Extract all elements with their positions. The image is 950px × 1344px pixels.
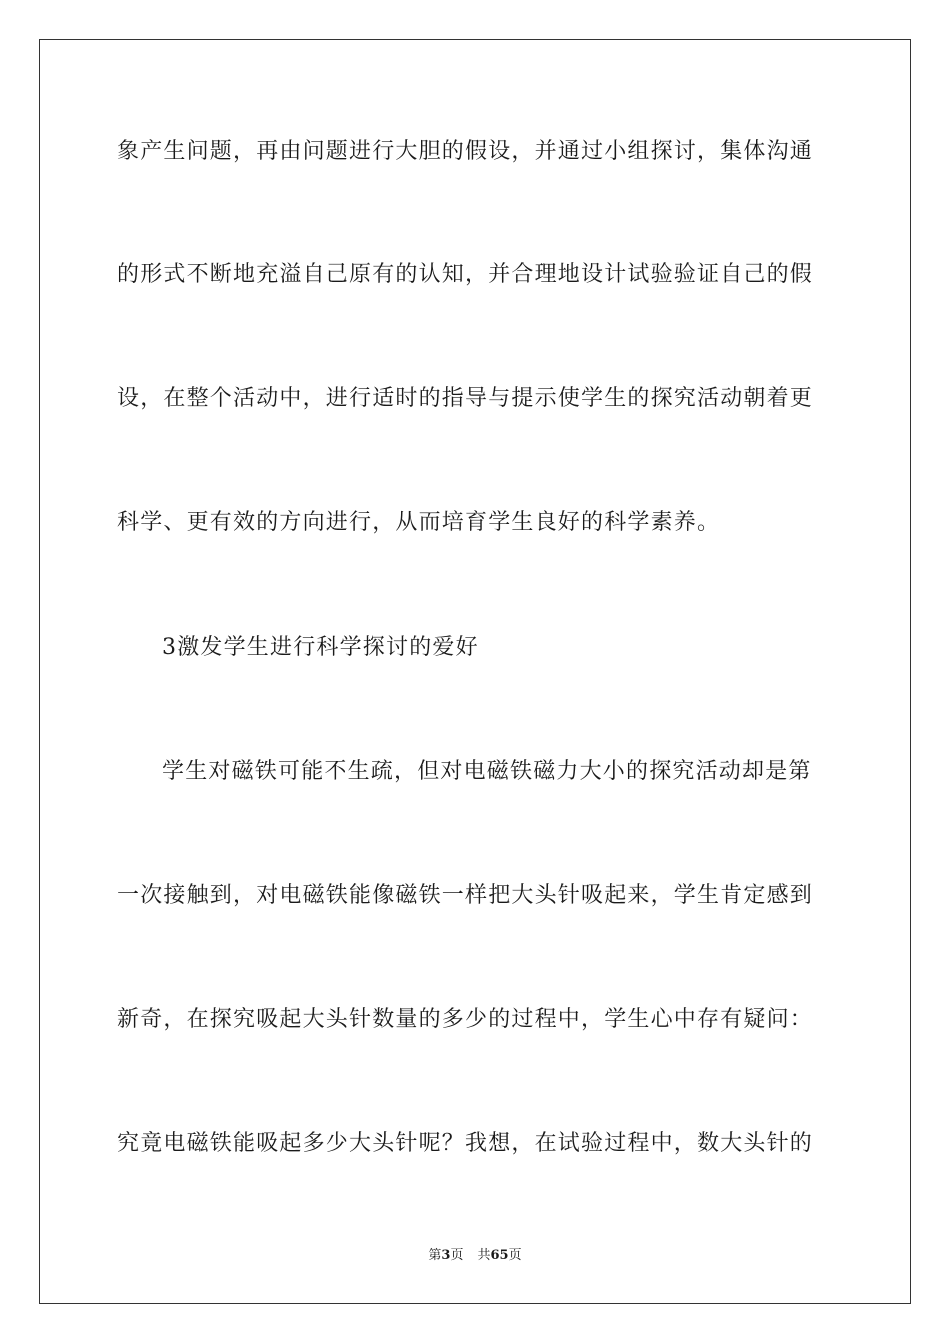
- page-border: [39, 39, 911, 1304]
- paragraph-2-line-4: 究竟电磁铁能吸起多少大头针呢？我想，在试验过程中，数大头针的: [117, 1131, 814, 1156]
- footer-page-prefix: 第: [428, 1248, 442, 1263]
- paragraph-1-line-2: 的形式不断地充溢自己原有的认知，并合理地设计试验验证自己的假: [117, 262, 814, 287]
- paragraph-2-line-3: 新奇，在探究吸起大头针数量的多少的过程中，学生心中存有疑问：: [117, 1007, 814, 1032]
- footer-total-pages: 65: [490, 1248, 509, 1263]
- footer-total-suffix: 页: [508, 1248, 522, 1263]
- footer-page-number: 3: [441, 1248, 451, 1263]
- paragraph-1-line-3: 设，在整个活动中，进行适时的指导与提示使学生的探究活动朝着更: [117, 386, 814, 411]
- paragraph-2-line-1: 学生对磁铁可能不生疏，但对电磁铁磁力大小的探究活动却是第: [162, 759, 812, 784]
- footer-total-prefix: 共: [477, 1248, 491, 1263]
- section-heading: 3激发学生进行科学探讨的爱好: [162, 635, 479, 660]
- footer-page-suffix: 页: [450, 1248, 464, 1263]
- paragraph-1-line-1: 象产生问题，再由问题进行大胆的假设，并通过小组探讨，集体沟通: [117, 139, 814, 164]
- paragraph-1-line-4: 科学、更有效的方向进行，从而培育学生良好的科学素养。: [117, 510, 721, 535]
- page-footer: [0, 1247, 950, 1265]
- paragraph-2-line-2: 一次接触到，对电磁铁能像磁铁一样把大头针吸起来，学生肯定感到: [117, 883, 814, 908]
